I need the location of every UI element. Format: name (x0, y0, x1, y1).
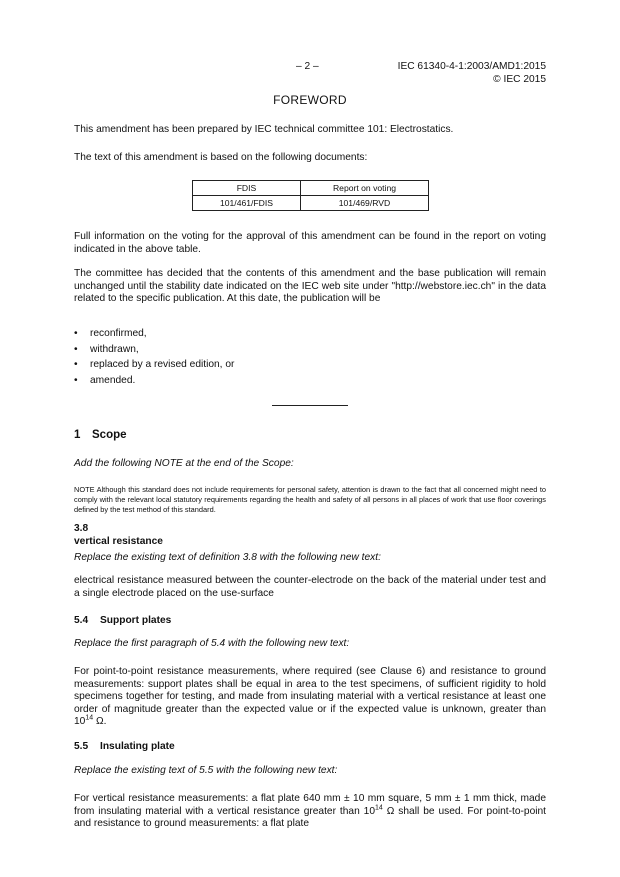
support-plates-heading (74, 615, 546, 628)
scope-instruction: Add the following NOTE at the end of the Scope: (74, 458, 294, 469)
scope-number: 1 (74, 429, 81, 441)
voting-table-header-fdis: FDIS (193, 181, 301, 196)
list-item: • withdrawn, (74, 343, 139, 355)
exponent: 14 (85, 714, 94, 722)
standard-number: IEC 61340-4-1:2003/AMD1:2015 (397, 61, 546, 72)
bullet-marker: • (74, 328, 78, 339)
definition-term: vertical resistance (74, 536, 163, 547)
voting-table-header-row (193, 181, 429, 196)
insulating-plate-heading (74, 741, 546, 754)
voting-table-cell-report: 101/469/RVD (300, 196, 428, 211)
support-plates-number: 5.4 (74, 615, 89, 626)
full-information-paragraph: Full information on the voting for the approval of this amendment can be found in the report on voting indicated in the above table. (74, 231, 546, 255)
bullet-marker: • (74, 374, 78, 386)
bullet-marker: • (74, 343, 78, 355)
voting-table (192, 180, 429, 211)
support-plates-instruction: Replace the first paragraph of 5.4 with the following new text: (74, 638, 350, 649)
committee-decision-paragraph: The committee has decided that the contents of this amendment and the base publication will remain unchanged until the stability date indicated on the IEC web site under "http://webstore.iec.ch" in the data related to the specific publication. At this date, the publication will be (74, 268, 546, 305)
exponent: 14 (375, 804, 383, 812)
list-item: • reconfirmed, (74, 328, 147, 339)
scope-note: NOTE Although this standard does not include requirements for personal safety, attention is drawn to the fact that all concerned might need to comply with the relevant local statutory requirements regarding the health and safety of all persons in all places of work that use floor coverings defined by the test method of this standard. (74, 485, 546, 514)
foreword-title: FOREWORD (273, 93, 347, 107)
prepared-by-paragraph: This amendment has been prepared by IEC technical committee 101: Electrostatics. (74, 124, 454, 135)
insulating-plate-instruction: Replace the existing text of 5.5 with the following new text: (74, 765, 338, 776)
based-on-paragraph: The text of this amendment is based on the following documents: (74, 152, 368, 163)
definition-instruction: Replace the existing text of definition 3.8 with the following new text: (74, 552, 381, 563)
scope-title: Scope (92, 429, 127, 441)
bullet-marker: • (74, 359, 78, 370)
support-plates-title: Support plates (100, 615, 172, 626)
insulating-plate-title: Insulating plate (100, 741, 175, 752)
section-divider (272, 405, 348, 406)
list-item: • replaced by a revised edition, or (74, 359, 235, 370)
publication-status-list (74, 328, 546, 390)
voting-table-header-report: Report on voting (300, 181, 428, 196)
scope-heading (74, 429, 127, 442)
copyright-line: © IEC 2015 (493, 73, 546, 85)
list-item: • amended. (74, 374, 136, 386)
page-number: – 2 – (296, 61, 319, 72)
definition-text: electrical resistance measured between the counter-electrode on the back of the material under test and a single electrode placed on the use-surface (74, 575, 546, 599)
insulating-plate-text: For vertical resistance measurements: a flat plate 640 mm ± 10 mm square, 5 mm ± 1 mm thick, made from insulating material with a vertical resistance greater than $10^{14}$ Ω shall be used. For point-to-point and resistance to ground measurements: a flat plate (74, 793, 546, 830)
voting-table-row (193, 196, 429, 211)
document-reference (372, 61, 546, 86)
voting-table-cell-fdis: 101/461/FDIS (193, 196, 301, 211)
definition-number: 3.8 (74, 523, 89, 534)
support-plates-text: For point-to-point resistance measurements, where required (see Clause 6) and resistance to ground measurements: support plates shall be equal in area to the test specimens, of sufficient rigidity to hold specimens together for testing, and made from insulating material with a vertical resistance at least one order of magnitude greater than the expected value or if the expected value is unknown, greater than $10^{14}$ Ω. (74, 666, 546, 728)
insulating-plate-number: 5.5 (74, 741, 89, 752)
